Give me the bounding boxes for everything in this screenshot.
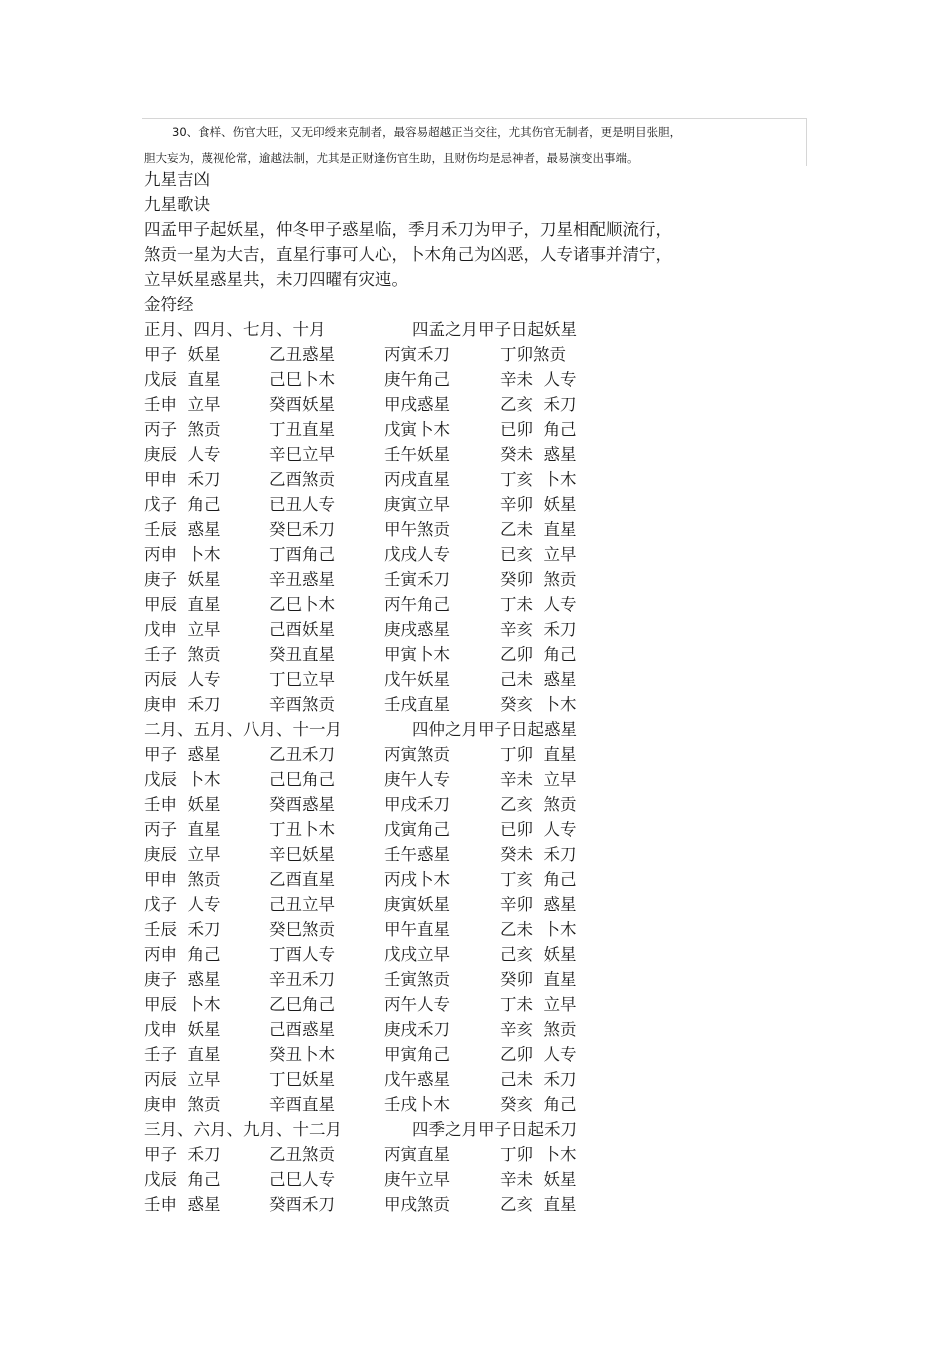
table-cell: 丙戌直星 [384, 470, 450, 489]
table-cell: 戊辰 卜木 [144, 770, 221, 789]
table-cell: 癸卯 煞贡 [500, 570, 577, 589]
table-cell: 癸亥 角己 [500, 1095, 577, 1114]
table-cell: 壬寅煞贡 [384, 970, 450, 989]
table-row [144, 442, 672, 467]
table-cell: 辛酉直星 [269, 1095, 335, 1114]
top-note-box [142, 118, 807, 166]
table-cell: 丁巳妖星 [269, 1070, 335, 1089]
table-cell: 壬寅禾刀 [384, 570, 450, 589]
table-cell: 甲戌煞贡 [384, 1195, 450, 1214]
section-months: 三月、六月、九月、十二月 [144, 1120, 342, 1139]
table-cell: 庚申 煞贡 [144, 1095, 221, 1114]
table-cell: 壬午妖星 [384, 445, 450, 464]
table-cell: 庚辰 人专 [144, 445, 221, 464]
table-cell: 已卯 角己 [500, 420, 577, 439]
table-cell: 己丑立早 [269, 895, 335, 914]
document-body [144, 167, 672, 1217]
section-rule: 四季之月甲子日起禾刀 [412, 1120, 577, 1139]
song-line: 立早妖星惑星共，未刀四曜有灾迍。 [144, 270, 408, 289]
table-row [144, 992, 672, 1017]
table-row [144, 1167, 672, 1192]
table-cell: 丁未 立早 [500, 995, 577, 1014]
table-cell: 已亥 立早 [500, 545, 577, 564]
table-cell: 庚午人专 [384, 770, 450, 789]
table-row [144, 892, 672, 917]
table-cell: 壬辰 禾刀 [144, 920, 221, 939]
table-cell: 乙未 直星 [500, 520, 577, 539]
table-cell: 乙丑惑星 [269, 345, 335, 364]
table-row [144, 567, 672, 592]
table-row [144, 742, 672, 767]
table-cell: 壬子 煞贡 [144, 645, 221, 664]
table-row [144, 1067, 672, 1092]
table-cell: 己酉惑星 [269, 1020, 335, 1039]
table-cell: 癸卯 直星 [500, 970, 577, 989]
table-cell: 戊戌人专 [384, 545, 450, 564]
table-cell: 丙寅直星 [384, 1145, 450, 1164]
table-row [144, 667, 672, 692]
table-cell: 癸巳煞贡 [269, 920, 335, 939]
table-cell: 癸丑直星 [269, 645, 335, 664]
table-row [144, 1042, 672, 1067]
table-cell: 辛巳立早 [269, 445, 335, 464]
star-tables [144, 317, 672, 1217]
table-cell: 丁卯煞贡 [500, 345, 566, 364]
table-cell: 甲午煞贡 [384, 520, 450, 539]
table-cell: 壬申 惑星 [144, 1195, 221, 1214]
table-cell: 辛酉煞贡 [269, 695, 335, 714]
table-cell: 乙丑煞贡 [269, 1145, 335, 1164]
table-row [144, 1092, 672, 1117]
table-row [144, 467, 672, 492]
table-cell: 辛卯 妖星 [500, 495, 577, 514]
table-row [144, 517, 672, 542]
table-row [144, 767, 672, 792]
table-cell: 乙巳卜木 [269, 595, 335, 614]
table-row [144, 592, 672, 617]
table-cell: 丙午人专 [384, 995, 450, 1014]
table-row [144, 692, 672, 717]
section-rule: 四孟之月甲子日起妖星 [412, 320, 577, 339]
table-cell: 壬申 妖星 [144, 795, 221, 814]
table-cell: 庚午立早 [384, 1170, 450, 1189]
table-cell: 甲申 煞贡 [144, 870, 221, 889]
table-cell: 乙卯 角己 [500, 645, 577, 664]
table-cell: 丁亥 角己 [500, 870, 577, 889]
table-cell: 戊申 妖星 [144, 1020, 221, 1039]
table-row [144, 367, 672, 392]
table-cell: 丁亥 卜木 [500, 470, 577, 489]
table-cell: 戊午惑星 [384, 1070, 450, 1089]
table-cell: 丙申 卜木 [144, 545, 221, 564]
table-cell: 庚寅妖星 [384, 895, 450, 914]
table-cell: 丁酉人专 [269, 945, 335, 964]
table-cell: 甲子 惑星 [144, 745, 221, 764]
table-cell: 壬戌直星 [384, 695, 450, 714]
scripture-title: 金符经 [144, 295, 194, 314]
table-cell: 戊子 角己 [144, 495, 221, 514]
table-row [144, 967, 672, 992]
table-cell: 乙亥 煞贡 [500, 795, 577, 814]
table-cell: 辛未 人专 [500, 370, 577, 389]
table-cell: 丁丑卜木 [269, 820, 335, 839]
table-cell: 庚子 惑星 [144, 970, 221, 989]
table-cell: 已卯 人专 [500, 820, 577, 839]
section-header [144, 1117, 672, 1142]
table-cell: 癸巳禾刀 [269, 520, 335, 539]
section-months: 二月、五月、八月、十一月 [144, 720, 342, 739]
table-cell: 戊午妖星 [384, 670, 450, 689]
table-cell: 壬戌卜木 [384, 1095, 450, 1114]
table-cell: 甲午直星 [384, 920, 450, 939]
table-row [144, 542, 672, 567]
table-cell: 丙寅煞贡 [384, 745, 450, 764]
table-row [144, 842, 672, 867]
table-row [144, 492, 672, 517]
table-cell: 庚戌惑星 [384, 620, 450, 639]
table-cell: 己亥 妖星 [500, 945, 577, 964]
table-cell: 甲辰 卜木 [144, 995, 221, 1014]
table-cell: 癸未 禾刀 [500, 845, 577, 864]
table-cell: 乙酉直星 [269, 870, 335, 889]
table-cell: 壬申 立早 [144, 395, 221, 414]
table-cell: 庚申 禾刀 [144, 695, 221, 714]
table-cell: 丁酉角己 [269, 545, 335, 564]
table-cell: 辛巳妖星 [269, 845, 335, 864]
table-cell: 丁卯 卜木 [500, 1145, 577, 1164]
table-cell: 乙亥 禾刀 [500, 395, 577, 414]
table-cell: 戊戌立早 [384, 945, 450, 964]
table-cell: 己未 禾刀 [500, 1070, 577, 1089]
table-row [144, 917, 672, 942]
table-cell: 甲子 妖星 [144, 345, 221, 364]
section-header [144, 717, 672, 742]
table-cell: 戊寅角己 [384, 820, 450, 839]
table-cell: 乙酉煞贡 [269, 470, 335, 489]
table-cell: 庚子 妖星 [144, 570, 221, 589]
table-cell: 甲子 禾刀 [144, 1145, 221, 1164]
table-cell: 甲辰 直星 [144, 595, 221, 614]
table-cell: 甲戌禾刀 [384, 795, 450, 814]
table-cell: 丁巳立早 [269, 670, 335, 689]
note-line-2: 胆大妄为，蔑视伦常，逾越法制，尤其是正财逢伤官生助，且财伤均是忌神者，最易演变出事端。 [144, 151, 639, 165]
note-line-1: 30、食样、伤官大旺，又无印绶来克制者，最容易超越正当交往，尤其伤官无制者，更是明目张胆， [172, 125, 682, 139]
table-cell: 己巳角己 [269, 770, 335, 789]
table-cell: 甲寅卜木 [384, 645, 450, 664]
table-row [144, 617, 672, 642]
table-row [144, 1017, 672, 1042]
table-cell: 庚午角己 [384, 370, 450, 389]
table-cell: 癸亥 卜木 [500, 695, 577, 714]
table-cell: 乙丑禾刀 [269, 745, 335, 764]
table-row [144, 942, 672, 967]
table-row [144, 1192, 672, 1217]
table-row [144, 817, 672, 842]
table-cell: 己未 惑星 [500, 670, 577, 689]
table-cell: 丙寅禾刀 [384, 345, 450, 364]
table-cell: 戊辰 角己 [144, 1170, 221, 1189]
table-cell: 戊子 人专 [144, 895, 221, 914]
table-row [144, 342, 672, 367]
song-line: 煞贡一星为大吉，直星行事可人心，卜木角己为凶恶，人专诸事并清宁， [144, 245, 672, 264]
table-cell: 甲申 禾刀 [144, 470, 221, 489]
table-cell: 乙卯 人专 [500, 1045, 577, 1064]
table-row [144, 642, 672, 667]
table-row [144, 1142, 672, 1167]
table-cell: 癸丑卜木 [269, 1045, 335, 1064]
table-cell: 辛亥 煞贡 [500, 1020, 577, 1039]
table-cell: 癸酉禾刀 [269, 1195, 335, 1214]
table-row [144, 792, 672, 817]
table-cell: 戊申 立早 [144, 620, 221, 639]
table-cell: 己酉妖星 [269, 620, 335, 639]
table-cell: 辛卯 惑星 [500, 895, 577, 914]
song-line: 四孟甲子起妖星，仲冬甲子惑星临，季月禾刀为甲子，刀星相配顺流行， [144, 220, 672, 239]
table-cell: 已丑人专 [269, 495, 335, 514]
table-cell: 丙戌卜木 [384, 870, 450, 889]
table-cell: 戊辰 直星 [144, 370, 221, 389]
table-cell: 甲戌惑星 [384, 395, 450, 414]
table-cell: 乙亥 直星 [500, 1195, 577, 1214]
table-cell: 辛丑禾刀 [269, 970, 335, 989]
table-cell: 癸酉妖星 [269, 395, 335, 414]
table-cell: 辛丑惑星 [269, 570, 335, 589]
table-cell: 丙子 直星 [144, 820, 221, 839]
table-cell: 壬午惑星 [384, 845, 450, 864]
song-title: 九星歌诀 [144, 195, 210, 214]
table-cell: 乙巳角己 [269, 995, 335, 1014]
table-row [144, 392, 672, 417]
section-rule: 四仲之月甲子日起惑星 [412, 720, 577, 739]
table-cell: 癸酉惑星 [269, 795, 335, 814]
table-cell: 庚戌禾刀 [384, 1020, 450, 1039]
table-cell: 丁未 人专 [500, 595, 577, 614]
table-cell: 乙未 卜木 [500, 920, 577, 939]
section-header [144, 317, 672, 342]
table-cell: 丙申 角己 [144, 945, 221, 964]
table-row [144, 417, 672, 442]
table-cell: 丙辰 人专 [144, 670, 221, 689]
table-cell: 癸未 惑星 [500, 445, 577, 464]
section-title: 九星吉凶 [144, 170, 210, 189]
table-cell: 丁丑直星 [269, 420, 335, 439]
table-cell: 辛亥 禾刀 [500, 620, 577, 639]
table-cell: 壬辰 惑星 [144, 520, 221, 539]
table-cell: 丙午角己 [384, 595, 450, 614]
table-cell: 丙辰 立早 [144, 1070, 221, 1089]
table-cell: 己巳卜木 [269, 370, 335, 389]
table-cell: 己巳人专 [269, 1170, 335, 1189]
table-cell: 庚辰 立早 [144, 845, 221, 864]
section-months: 正月、四月、七月、十月 [144, 320, 326, 339]
table-cell: 甲寅角己 [384, 1045, 450, 1064]
table-cell: 丁卯 直星 [500, 745, 577, 764]
table-cell: 丙子 煞贡 [144, 420, 221, 439]
table-row [144, 867, 672, 892]
table-cell: 庚寅立早 [384, 495, 450, 514]
table-cell: 辛未 立早 [500, 770, 577, 789]
table-cell: 戊寅卜木 [384, 420, 450, 439]
table-cell: 辛未 妖星 [500, 1170, 577, 1189]
table-cell: 壬子 直星 [144, 1045, 221, 1064]
